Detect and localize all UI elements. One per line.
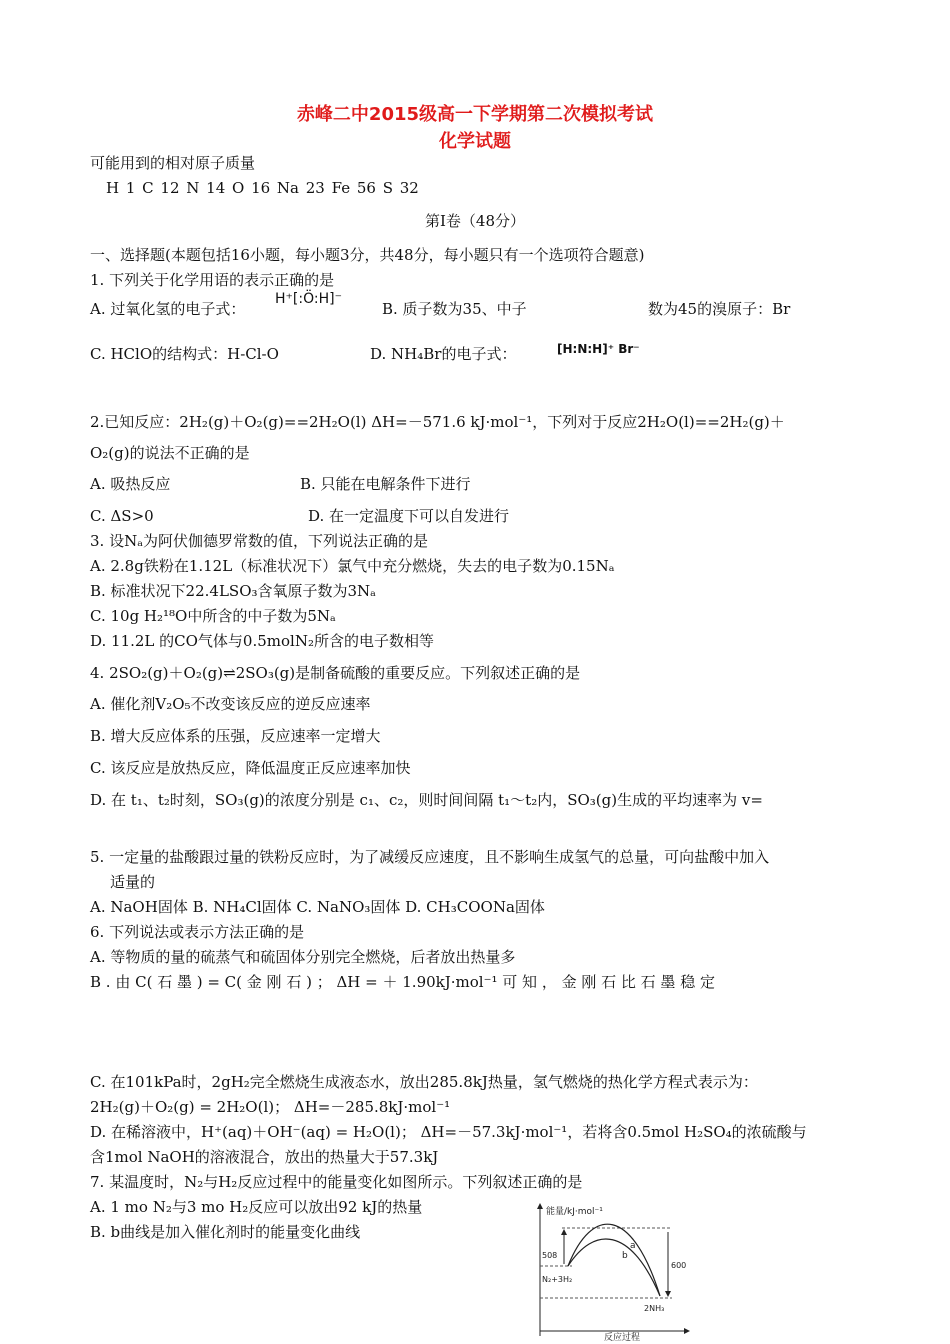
gap-right-value: 600 — [671, 1261, 687, 1270]
q2-option-d: D. 在一定温度下可以自发进行 — [308, 507, 510, 525]
q2-line1: 2.已知反应：2H₂(g)＋O₂(g)==2H₂O(l) ΔH=－571.6 kJ·mol⁻¹，下列对于反应2H₂O(l)==2H₂(g)＋ — [90, 413, 785, 431]
gap-left-value: 508 — [542, 1251, 558, 1260]
q3-option-a: A. 2.8g铁粉在1.12L（标准状况下）氯气中充分燃烧，失去的电子数为0.15Nₐ — [90, 557, 615, 575]
q1-stem: 1. 下列关于化学用语的表示正确的是 — [90, 271, 335, 289]
q6-option-a: A. 等物质的量的硫蒸气和硫固体分别完全燃烧，后者放出热量多 — [90, 948, 516, 966]
q7-option-a: A. 1 mo N₂与3 mo H₂反应可以放出92 kJ的热量 — [90, 1198, 423, 1216]
q2-option-b: B. 只能在电解条件下进行 — [300, 475, 471, 493]
q1-option-a: A. 过氧化氢的电子式： — [90, 300, 246, 318]
q5-line1: 5. 一定量的盐酸跟过量的铁粉反应时，为了减缓反应速度，且不影响生成氢气的总量，可向盐酸中加入 — [90, 848, 770, 866]
q2-line2: O₂(g)的说法不正确的是 — [90, 444, 250, 462]
curve-a-label: a — [630, 1241, 636, 1251]
q1-option-a-formula: H⁺[:Ö:H]⁻ — [275, 291, 342, 307]
exam-title: 赤峰二中2015级高一下学期第二次模拟考试 — [296, 104, 654, 125]
q4-option-d: D. 在 t₁、t₂时刻，SO₃(g)的浓度分别是 c₁、c₂，则时间间隔 t₁～t₂内，SO₃(g)生成的平均速率为 v= — [90, 791, 763, 809]
reactants-label: N₂+3H₂ — [542, 1275, 573, 1284]
energy-diagram — [532, 1196, 692, 1342]
atomic-mass-label: 可能用到的相对原子质量 — [90, 154, 256, 172]
y-axis-label: 能量/kJ·mol⁻¹ — [546, 1207, 603, 1217]
q1-option-b-part1: B. 质子数为35、中子 — [382, 300, 527, 318]
q4-stem: 4. 2SO₂(g)＋O₂(g)⇌2SO₃(g)是制备硫酸的重要反应。下列叙述正确的是 — [90, 664, 581, 682]
exam-subtitle: 化学试题 — [439, 131, 511, 152]
q7-stem: 7. 某温度时，N₂与H₂反应过程中的能量变化如图所示。下列叙述正确的是 — [90, 1173, 583, 1191]
q6-stem: 6. 下列说法或表示方法正确的是 — [90, 923, 305, 941]
q4-option-b: B. 增大反应体系的压强，反应速率一定增大 — [90, 727, 381, 745]
q6-option-c-line2: 2H₂(g)＋O₂(g) = 2H₂O(l)； ΔH=－285.8kJ·mol⁻¹ — [90, 1098, 451, 1116]
curve-b-label: b — [622, 1251, 628, 1261]
q4-option-c: C. 该反应是放热反应，降低温度正反应速率加快 — [90, 759, 411, 777]
q3-option-c: C. 10g H₂¹⁸O中所含的中子数为5Nₐ — [90, 607, 336, 625]
q5-options: A. NaOH固体 B. NH₄Cl固体 C. NaNO₃固体 D. CH₃COONa固体 — [90, 898, 545, 916]
products-label: 2NH₃ — [644, 1304, 665, 1313]
q6-option-b: B . 由 C( 石 墨 ) = C( 金 刚 石 ) ； ΔH = ＋ 1.90kJ·mol⁻¹ 可 知 ， 金 刚 石 比 石 墨 稳 定 — [90, 973, 715, 991]
q2-option-a: A. 吸热反应 — [90, 475, 171, 493]
q5-line2: 适量的 — [110, 873, 156, 891]
section-instructions: 一、选择题(本题包括16小题，每小题3分，共48分，每小题只有一个选项符合题意) — [90, 246, 645, 264]
q6-option-c-line1: C. 在101kPa时，2gH₂完全燃烧生成液态水，放出285.8kJ热量，氢气燃烧的热化学方程式表示为： — [90, 1073, 758, 1091]
q2-option-c: C. ΔS>0 — [90, 507, 154, 525]
q4-option-a: A. 催化剂V₂O₅不改变该反应的逆反应速率 — [90, 695, 371, 713]
q1-option-c: C. HClO的结构式：H-Cl-O — [90, 345, 279, 363]
q6-option-d-line2: 含1mol NaOH的溶液混合，放出的热量大于57.3kJ — [90, 1148, 439, 1166]
q3-option-d: D. 11.2L 的CO气体与0.5molN₂所含的电子数相等 — [90, 632, 434, 650]
q1-option-d-formula: [H:N:H]⁺ Br⁻ — [557, 342, 640, 356]
q7-option-b: B. b曲线是加入催化剂时的能量变化曲线 — [90, 1223, 361, 1241]
atomic-mass-values: H 1 C 12 N 14 O 16 Na 23 Fe 56 S 32 — [106, 179, 419, 197]
q1-option-b-part2: 数为45的溴原子：Br — [648, 300, 791, 318]
curve-b — [568, 1239, 660, 1296]
q1-option-d: D. NH₄Br的电子式： — [370, 345, 517, 363]
q3-stem: 3. 设Nₐ为阿伏伽德罗常数的值，下列说法正确的是 — [90, 532, 428, 550]
section-heading: 第Ⅰ卷（48分） — [424, 212, 525, 230]
curve-a — [568, 1224, 660, 1296]
q3-option-b: B. 标准状况下22.4LSO₃含氧原子数为3Nₐ — [90, 582, 376, 600]
q6-option-d-line1: D. 在稀溶液中，H⁺(aq)＋OH⁻(aq) = H₂O(l)； ΔH=－57.3kJ·mol⁻¹，若将含0.5mol H₂SO₄的浓硫酸与 — [90, 1123, 807, 1141]
x-axis-label: 反应过程 — [604, 1333, 641, 1342]
